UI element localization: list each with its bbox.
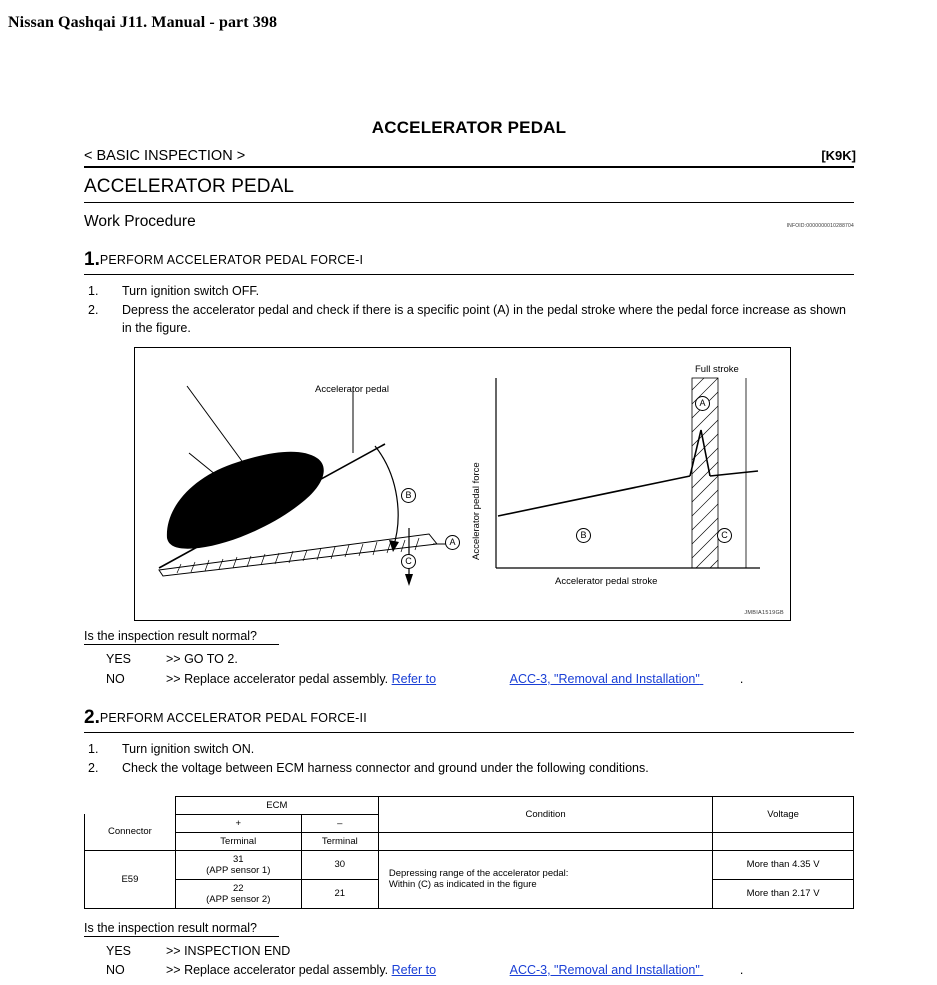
title-divider: [84, 202, 854, 203]
link-underline-tail: [700, 670, 740, 689]
section-header: [84, 146, 854, 168]
step-2-header: [84, 707, 854, 733]
step-2-question: Is the inspection result normal?: [84, 921, 279, 937]
callout-a-graph: A: [695, 396, 710, 411]
ecm-group-header: ECM: [175, 796, 378, 814]
section-model-code: [K9K]: [821, 148, 856, 163]
condition-value: [378, 850, 712, 908]
step-1-yes-row: [84, 650, 854, 669]
list-item: [84, 302, 854, 338]
step-2-list: [84, 741, 854, 778]
callout-a-left: A: [445, 535, 460, 550]
plus-header: +: [175, 814, 301, 832]
voltage-spec-table: [84, 796, 854, 909]
work-procedure-heading-row: [84, 213, 854, 231]
table-row: [85, 796, 854, 814]
list-text: Depress the accelerator pedal and check if there is a specific point (A) in the pedal stroke where the pedal force increase as shown in the figure.: [122, 302, 847, 335]
voltage-spacer: [713, 832, 854, 850]
condition-header: Condition: [378, 796, 712, 832]
label-accelerator-pedal: Accelerator pedal: [315, 384, 389, 396]
step-2-no-row: [84, 961, 854, 980]
list-item: [84, 741, 854, 759]
terminal-minus-1: 30: [301, 850, 378, 879]
step-1-number: 1.: [84, 249, 100, 270]
terminal-header-2: Terminal: [301, 832, 378, 850]
terminal-number: 31: [232, 853, 244, 865]
callout-c-graph: C: [717, 528, 732, 543]
step-1-results: [84, 650, 854, 689]
document-body: [84, 118, 854, 980]
no-text: >> Replace accelerator pedal assembly.: [166, 962, 389, 977]
work-procedure-heading: Work Procedure: [84, 213, 196, 230]
yes-label: YES: [106, 652, 132, 667]
step-1-list: [84, 283, 854, 337]
list-item: [84, 283, 854, 301]
no-text: >> Replace accelerator pedal assembly.: [166, 671, 389, 686]
voltage-header: Voltage: [713, 796, 854, 832]
table-row: [85, 832, 854, 850]
yes-text: >> INSPECTION END: [166, 943, 291, 958]
callout-c-left: C: [401, 554, 416, 569]
label-x-axis: Accelerator pedal stroke: [555, 576, 658, 588]
terminal-plus-2: [175, 879, 301, 908]
period: .: [739, 671, 744, 686]
step-2-title: PERFORM ACCELERATOR PEDAL FORCE-II: [99, 711, 367, 725]
step-1-question: Is the inspection result normal?: [84, 629, 279, 645]
list-text: Turn ignition switch ON.: [122, 742, 255, 756]
acc-3-link[interactable]: ACC-3, "Removal and Installation": [509, 962, 700, 977]
page-title: ACCELERATOR PEDAL: [84, 176, 295, 197]
section-breadcrumb: < BASIC INSPECTION >: [84, 148, 246, 164]
condition-line-2: Within (C) as indicated in the figure: [388, 879, 537, 890]
callout-b-graph: B: [576, 528, 591, 543]
running-title: ACCELERATOR PEDAL: [371, 118, 567, 137]
terminal-header-1: Terminal: [175, 832, 301, 850]
callout-b-left: B: [401, 488, 416, 503]
spacer-cell: [85, 796, 176, 814]
link-underline-tail: [700, 961, 740, 980]
list-text: Turn ignition switch OFF.: [122, 284, 260, 298]
terminal-number: 22: [232, 882, 244, 894]
connector-value: E59: [85, 850, 176, 908]
step-1-no-row: [84, 670, 854, 689]
step-1-header: [84, 249, 854, 275]
no-label: NO: [106, 671, 125, 686]
infoid-code: INFOID:0000000010288704: [786, 223, 854, 229]
step-2-yes-row: [84, 942, 854, 961]
minus-header: –: [301, 814, 378, 832]
refer-to-link[interactable]: Refer to: [391, 671, 437, 686]
pedal-illustration: [137, 348, 477, 618]
list-item: [84, 760, 854, 778]
figure-id: JMBIA1519GB: [744, 610, 784, 617]
refer-to-link[interactable]: Refer to: [391, 962, 437, 977]
step-2-results: [84, 942, 854, 981]
condition-spacer: [378, 832, 712, 850]
voltage-value-2: More than 2.17 V: [713, 879, 854, 908]
connector-header: Connector: [85, 814, 176, 850]
yes-label: YES: [106, 943, 132, 958]
no-label: NO: [106, 962, 125, 977]
accelerator-pedal-figure: [134, 347, 791, 621]
period: .: [739, 962, 744, 977]
label-full-stroke: Full stroke: [695, 364, 739, 376]
list-marker: 1.: [88, 284, 99, 298]
terminal-desc: (APP sensor 2): [206, 893, 271, 905]
condition-line-1: Depressing range of the accelerator pedal:: [388, 868, 569, 879]
list-marker: 2.: [88, 760, 99, 775]
label-y-axis: Accelerator pedal force: [471, 462, 482, 561]
terminal-desc: (APP sensor 1): [206, 864, 271, 876]
table-row: [85, 850, 854, 879]
yes-text: >> GO TO 2.: [166, 652, 238, 667]
terminal-minus-2: 21: [301, 879, 378, 908]
list-marker: 2.: [88, 302, 99, 317]
list-marker: 1.: [88, 742, 99, 756]
step-1-title: PERFORM ACCELERATOR PEDAL FORCE-I: [99, 253, 364, 267]
pedal-force-graph: [480, 372, 780, 602]
list-text: Check the voltage between ECM harness connector and ground under the following conditions.: [122, 760, 649, 775]
acc-3-link[interactable]: ACC-3, "Removal and Installation": [509, 671, 700, 686]
step-2-number: 2.: [84, 707, 100, 728]
terminal-plus-1: [175, 850, 301, 879]
voltage-value-1: More than 4.35 V: [713, 850, 854, 879]
page-header-title: Nissan Qashqai J11. Manual - part 398: [8, 14, 278, 31]
